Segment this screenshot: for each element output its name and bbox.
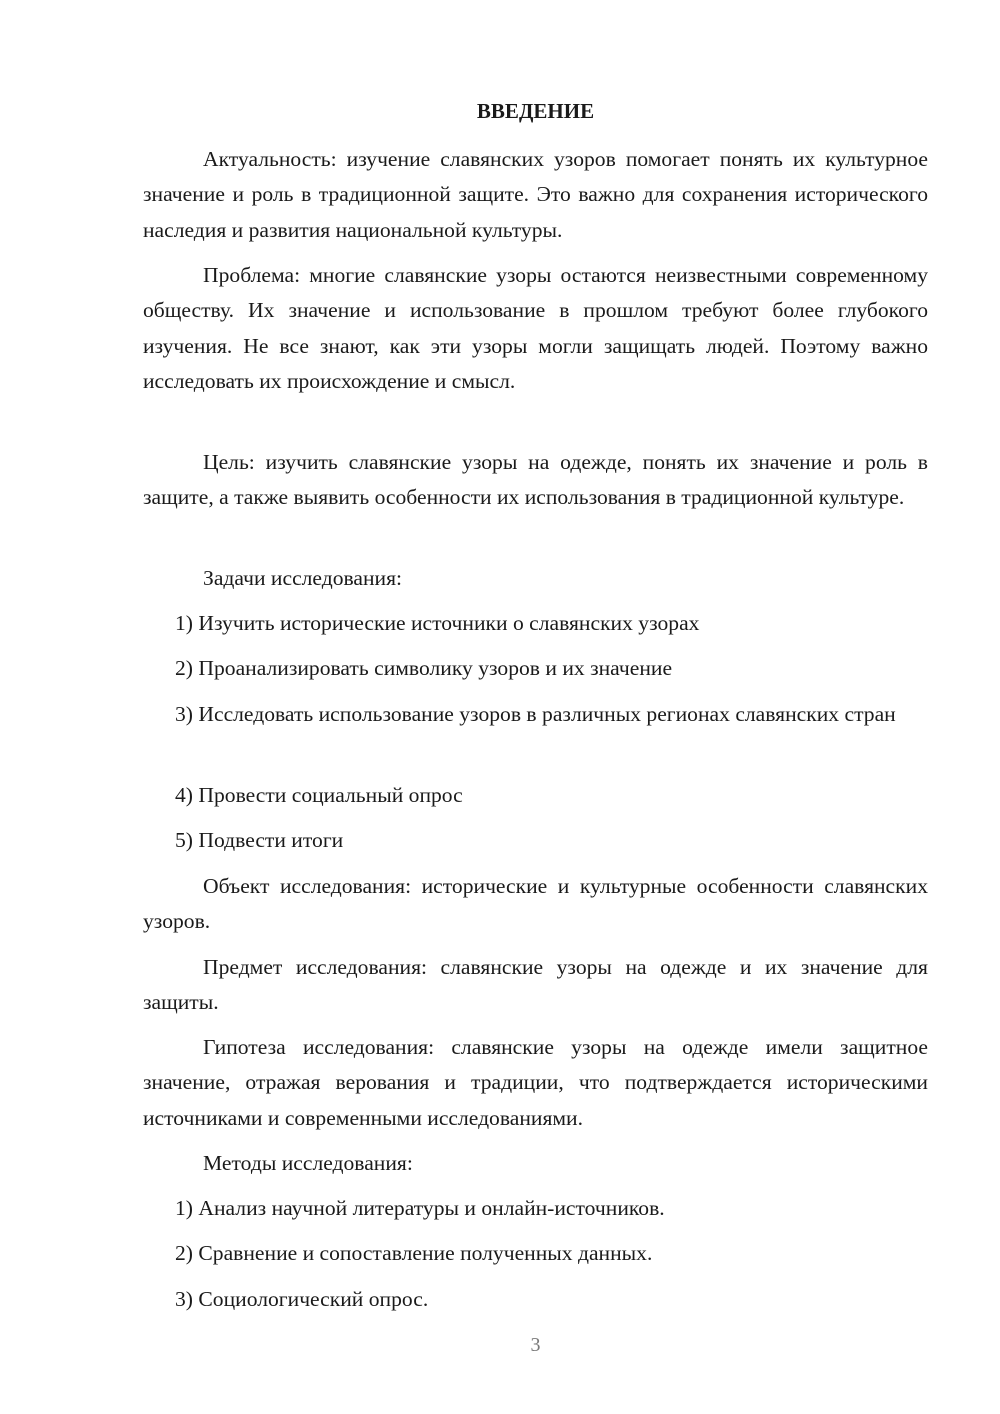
methods-heading: Методы исследования:: [203, 1151, 413, 1175]
task-item: 3) Исследовать использование узоров в различных регионах славянских стран: [175, 702, 896, 726]
task-item: 2) Проанализировать символику узоров и их значение: [175, 656, 673, 680]
object-paragraph: Объект исследования: исторические и культурные особенности славянских узоров.: [143, 874, 928, 934]
task-item: 1) Изучить исторические источники о славянских узорах: [175, 611, 700, 635]
relevance-paragraph: Актуальность: изучение славянских узоров помогает понять их культурное значение и роль в традиционной защите. Это важно для сохранения исторического наследия и развития национальной культуры.: [143, 147, 928, 242]
tasks-heading: Задачи исследования:: [203, 566, 403, 590]
problem-paragraph: Проблема: многие славянские узоры остаются неизвестными современному обществу. Их значение и использование в прошлом требуют более глубокого изучения. Не все знают, как эти узоры могли защищать людей. Поэтому важно исследовать их происхождение и смысл.: [143, 263, 928, 393]
task-item: 5) Подвести итоги: [175, 828, 344, 852]
page-title: ВВЕДЕНИЕ: [476, 99, 595, 123]
hypothesis-paragraph: Гипотеза исследования: славянские узоры на одежде имели защитное значение, отражая верования и традиции, что подтверждается историческими источниками и современными исследованиями.: [143, 1035, 928, 1130]
page-number: 3: [530, 1334, 541, 1356]
task-item: 4) Провести социальный опрос: [175, 783, 463, 807]
goal-paragraph: Цель: изучить славянские узоры на одежде, понять их значение и роль в защите, а также выявить особенности их использования в традиционной культуре.: [143, 450, 928, 510]
subject-paragraph: Предмет исследования: славянские узоры на одежде и их значение для защиты.: [143, 955, 928, 1015]
method-item: 3) Социологический опрос.: [175, 1287, 429, 1311]
method-item: 2) Сравнение и сопоставление полученных данных.: [175, 1241, 653, 1265]
method-item: 1) Анализ научной литературы и онлайн-источников.: [175, 1196, 665, 1220]
